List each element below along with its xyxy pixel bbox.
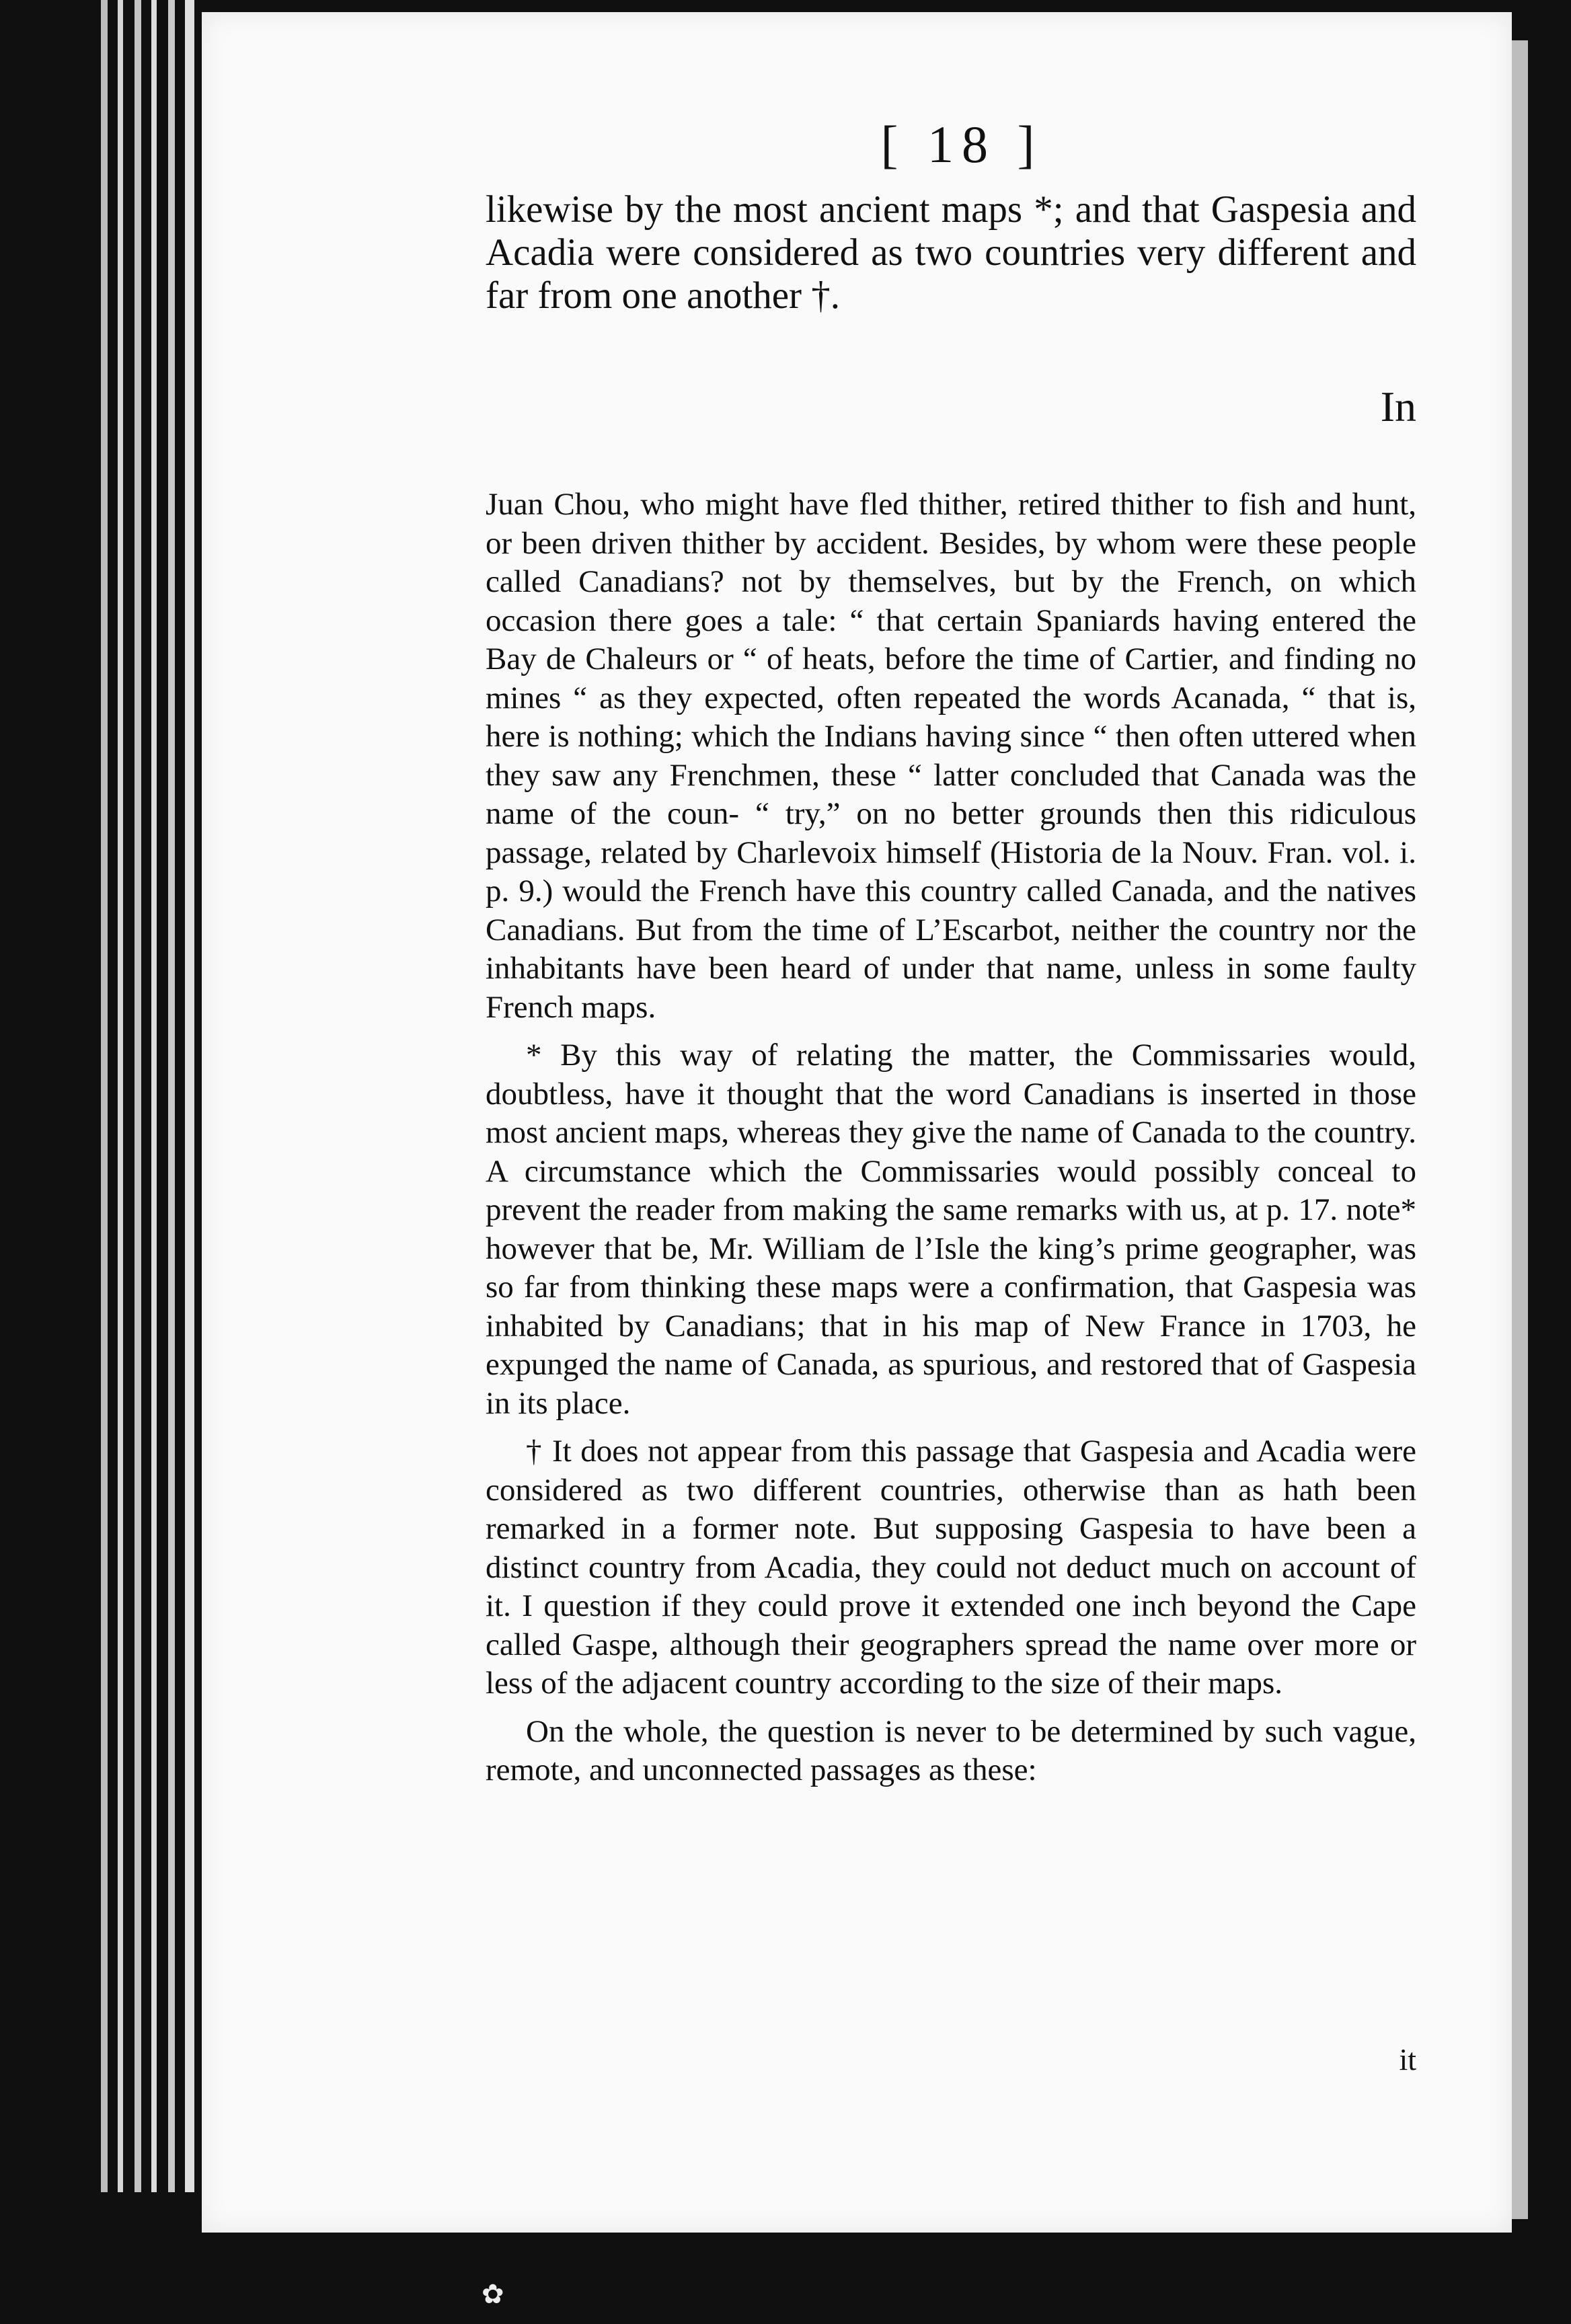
- facing-page-edge: [1512, 40, 1528, 2219]
- page-edge: [101, 0, 108, 2192]
- library-stamp-icon: ✿: [482, 2279, 504, 2310]
- footnote-dagger: † It does not appear from this passage that Gaspesia and Acadia were considered as two different countries, otherwise than as hath been remarked in a former note. But supposing Gaspesia to have been a distinct country from Acadia, they could not deduct much on account of it. I question if they could prove it extended one inch beyond the Cape called Gaspe, although their geographers spread the name over more or less of the adjacent country according to the size of their maps.: [486, 1434, 1416, 1701]
- closing-paragraph: On the whole, the question is never to be determined by such vague, remote, and unconnected passages as these:: [486, 1713, 1416, 1787]
- main-text: [486, 188, 1416, 317]
- page-edge: [118, 0, 123, 2192]
- footnote-asterisk: * By this way of relating the matter, the Commissaries would, doubtless, have it thought that the word Canadians is inserted in those most ancient maps, whereas they give the name of Canada to the country. A circumstance which the Commissaries would possibly conceal to prevent the reader from making the same remarks with us, at p. 17. note* however that be, Mr. William de l’Isle the king’s prime geographer, was so far from thinking these maps were a confirmation, that Gaspesia was inhabited by Canadians; that in his map of New France in 1703, he expunged the name of Canada, as spurious, and restored that of Gaspesia in its place.: [486, 1038, 1416, 1421]
- page-edge: [135, 0, 141, 2192]
- catchword-bottom: it: [1399, 2042, 1416, 2077]
- catchword-top: In: [1380, 383, 1416, 430]
- page-number: [ 18 ]: [880, 115, 1043, 173]
- page-edge: [151, 0, 157, 2192]
- main-paragraph: likewise by the most ancient maps *; and that Gaspesia and Acadia were considered as two countries very different and far from one another †.: [486, 188, 1416, 317]
- page-edge: [168, 0, 175, 2192]
- page-edge: [185, 0, 194, 2192]
- footnotes: [486, 486, 1416, 1790]
- footnote-continuation: Juan Chou, who might have fled thither, retired thither to fish and hunt, or been driven thither by accident. Besides, by whom were these people called Canadians? not by themselves, but by the French, on which occasion there goes a tale: “ that certain Spaniards having entered the Bay de Chaleurs or “ of heats, before the time of Cartier, and finding no mines “ as they expected, often repeated the words Acanada, “ that is, here is nothing; which the Indians having since “ then often uttered when they saw any Frenchmen, these “ latter concluded that Canada was the name of the coun- “ try,” on no better grounds then this ridiculous passage, related by Charlevoix himself (Historia de la Nouv. Fran. vol. i. p. 9.) would the French have this country called Canada, and the natives Canadians. But from the time of L’Escarbot, neither the country nor the inhabitants have been heard of under that name, unless in some faulty French maps.: [486, 487, 1416, 1025]
